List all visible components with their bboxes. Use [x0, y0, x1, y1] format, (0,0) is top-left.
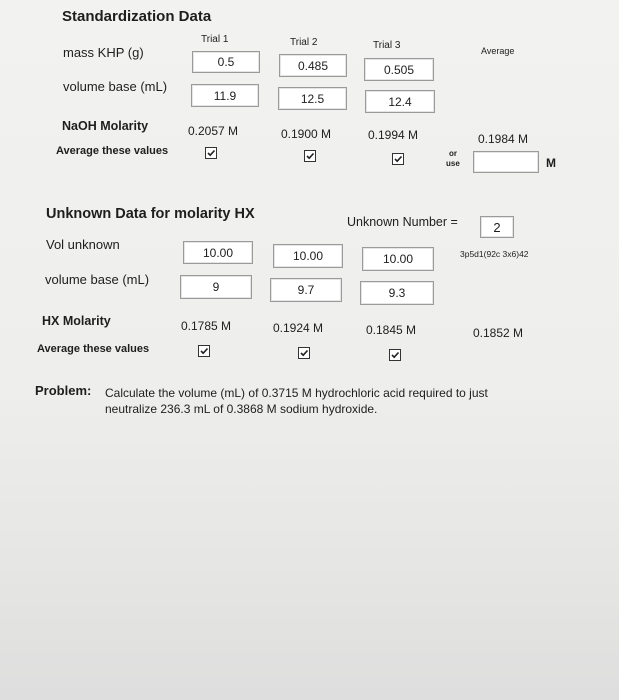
problem-label: Problem: [35, 383, 92, 398]
average-header: Average [481, 46, 515, 56]
naoh-molarity-average: 0.1984 M [478, 132, 529, 146]
volume-trial-2-field[interactable]: 12.5 [278, 87, 347, 110]
checked-checkbox-icon[interactable] [389, 349, 401, 361]
trial-1-header: Trial 1 [201, 34, 229, 45]
vol-unknown-label: Vol unknown [46, 237, 120, 252]
use-molarity-field[interactable] [473, 151, 539, 173]
or-label: or [449, 149, 457, 158]
naoh-molarity-trial-2: 0.1900 M [281, 127, 332, 141]
naoh-molarity-label: NaOH Molarity [62, 119, 149, 133]
volume-trial-1-field[interactable]: 11.9 [191, 84, 259, 107]
hx-average-note: Average these values [37, 343, 150, 355]
trial-3-header: Trial 3 [373, 40, 401, 51]
use-label: use [446, 159, 460, 168]
mass-trial-2-field[interactable]: 0.485 [279, 54, 347, 77]
checked-checkbox-icon[interactable] [304, 150, 316, 162]
base-trial-3-field[interactable]: 9.3 [360, 281, 434, 305]
problem-line-1: Calculate the volume (mL) of 0.3715 M hydrochloric acid required to just [105, 386, 488, 400]
unknown-data-title: Unknown Data for molarity HX [46, 206, 255, 222]
mass-trial-3-field[interactable]: 0.505 [364, 58, 434, 81]
volume-base-label: volume base (mL) [63, 79, 168, 94]
problem-statement [35, 383, 91, 398]
vol-unknown-trial-2-field[interactable]: 10.00 [273, 244, 343, 268]
naoh-average-note: Average these values [56, 145, 169, 157]
unknown-code-text: 3p5d1(92c 3x6)42 [460, 249, 529, 259]
naoh-molarity-trial-3: 0.1994 M [368, 128, 419, 142]
base-trial-2-field[interactable]: 9.7 [270, 278, 342, 302]
hx-molarity-average: 0.1852 M [473, 326, 524, 340]
naoh-molarity-trial-1: 0.2057 M [188, 124, 239, 138]
mass-trial-1-field[interactable]: 0.5 [192, 51, 260, 73]
volume-trial-3-field[interactable]: 12.4 [365, 90, 435, 113]
hx-molarity-trial-3: 0.1845 M [366, 323, 417, 337]
trial-2-header: Trial 2 [290, 37, 318, 48]
standardization-title: Standardization Data [62, 8, 212, 25]
vol-unknown-trial-1-field[interactable]: 10.00 [183, 241, 253, 264]
vol-unknown-trial-3-field[interactable]: 10.00 [362, 247, 434, 271]
checked-checkbox-icon[interactable] [298, 347, 310, 359]
hx-molarity-label: HX Molarity [42, 314, 111, 328]
hx-molarity-trial-2: 0.1924 M [273, 321, 324, 335]
problem-line-2: neutralize 236.3 mL of 0.3868 M sodium hydroxide. [105, 402, 378, 416]
checked-checkbox-icon[interactable] [205, 147, 217, 159]
unknown-volume-base-label: volume base (mL) [45, 272, 150, 287]
checked-checkbox-icon[interactable] [392, 153, 404, 165]
unknown-number-field[interactable]: 2 [480, 216, 514, 238]
hx-molarity-trial-1: 0.1785 M [181, 319, 232, 333]
unknown-number-label: Unknown Number = [347, 215, 458, 229]
molarity-unit-label: M [546, 156, 556, 170]
base-trial-1-field[interactable]: 9 [180, 275, 252, 299]
checked-checkbox-icon[interactable] [198, 345, 210, 357]
mass-khp-label: mass KHP (g) [63, 45, 144, 60]
